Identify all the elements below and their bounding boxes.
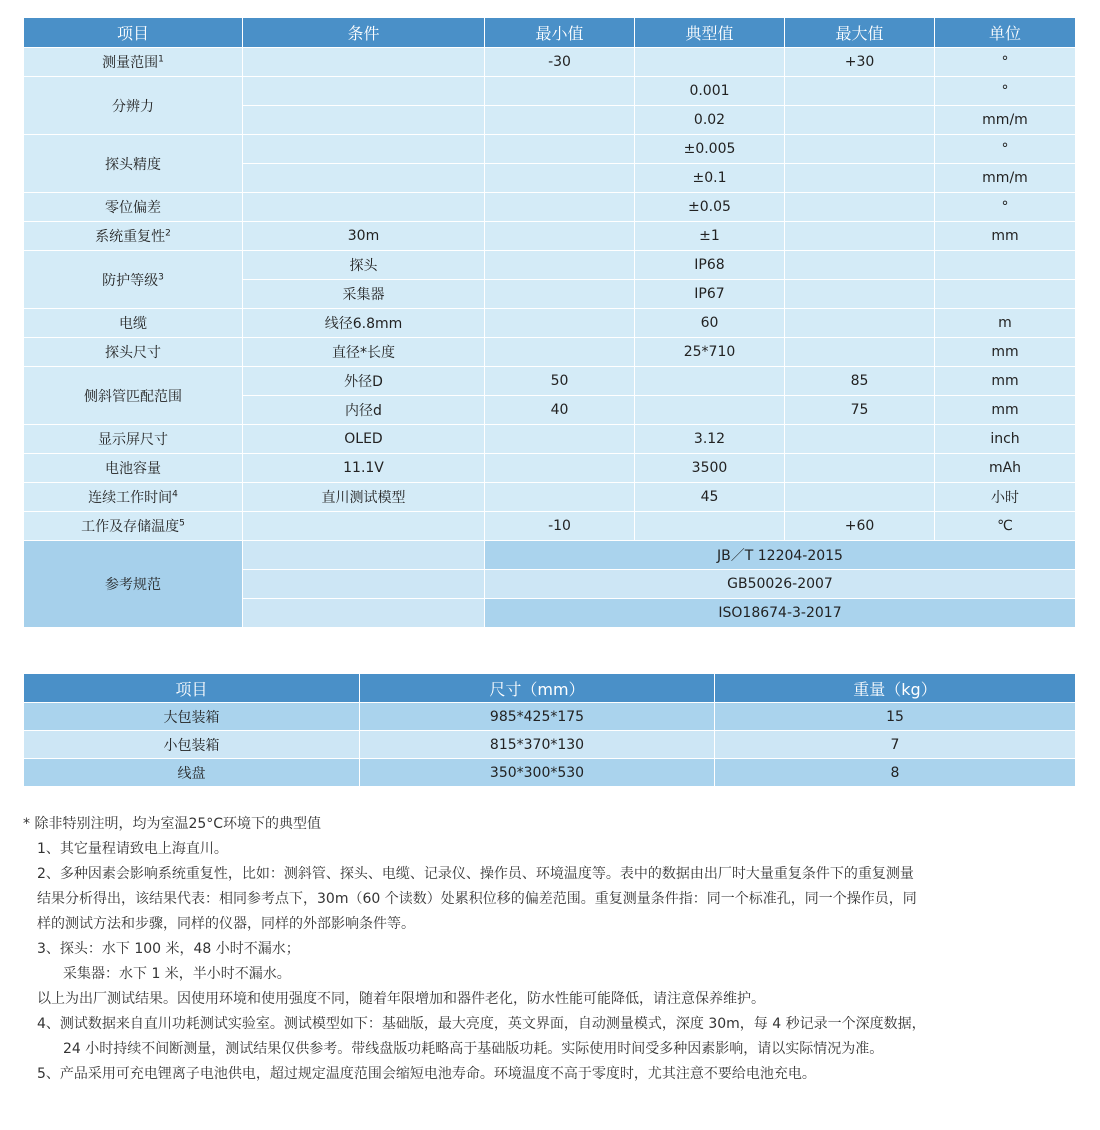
table-row — [24, 731, 1076, 759]
cell-item: 小包装箱 — [24, 731, 360, 759]
note-2-line-3: 样的测试方法和步骤，同样的仪器，同样的外部影响条件等。 — [37, 916, 415, 932]
cell-unit: mAh — [935, 454, 1076, 483]
cell-unit — [935, 251, 1076, 280]
cell-unit: mm — [935, 338, 1076, 367]
cell-max — [785, 135, 935, 164]
table-row — [24, 367, 1076, 396]
cell-weight: 15 — [715, 703, 1076, 731]
row-label: 参考规范 — [24, 541, 243, 628]
row-label: 防护等级$^3$ — [24, 251, 243, 309]
cell-max — [785, 338, 935, 367]
header-min: 最小值 — [485, 18, 635, 48]
row-label: 工作及存储温度$^5$ — [24, 512, 243, 541]
cell-max — [785, 280, 935, 309]
cell-max — [785, 425, 935, 454]
cell-unit: ° — [935, 193, 1076, 222]
header-unit: 单位 — [935, 18, 1076, 48]
cell-cond: 线径6.8mm — [243, 309, 485, 338]
note-3-line-1: 3、探头：水下 100 米，48 小时不漏水； — [37, 941, 300, 957]
cell-cond — [243, 106, 485, 135]
row-label: 连续工作时间$^4$ — [24, 483, 243, 512]
table-row — [24, 338, 1076, 367]
table-row — [24, 454, 1076, 483]
row-label: 测量范围$^1$ — [24, 48, 243, 77]
note-2-line-2: 结果分析得出，该结果代表：相同参考点下，30m（60 个读数）处累积位移的偏差范围。重复测量条件指：同一个标准孔，同一个操作员，同 — [37, 891, 917, 907]
cell-typ: IP67 — [635, 280, 785, 309]
header-item: 项目 — [24, 18, 243, 48]
cell-min: -10 — [485, 512, 635, 541]
cell-standard: GB50026-2007 — [485, 570, 1076, 599]
cell-cond — [243, 164, 485, 193]
cell-typ — [635, 396, 785, 425]
cell-typ: 60 — [635, 309, 785, 338]
note-3-line-2: 采集器：水下 1 米，半小时不漏水。 — [63, 966, 291, 982]
note-4-line-1: 4、测试数据来自直川功耗测试实验室。测试模型如下：基础版，最大亮度，英文界面，自动测量模式，深度 30m，每 4 秒记录一个深度数据， — [37, 1016, 926, 1032]
cell-cond — [243, 48, 485, 77]
cell-max — [785, 164, 935, 193]
table-row — [24, 425, 1076, 454]
cell-max — [785, 454, 935, 483]
cell-unit: ° — [935, 48, 1076, 77]
cell-typ: IP68 — [635, 251, 785, 280]
cell-unit: mm — [935, 367, 1076, 396]
cell-unit: mm — [935, 396, 1076, 425]
cell-typ: 25*710 — [635, 338, 785, 367]
cell-cond — [243, 599, 485, 628]
cell-unit — [935, 280, 1076, 309]
cell-unit: mm/m — [935, 164, 1076, 193]
cell-typ: ±0.1 — [635, 164, 785, 193]
cell-min — [485, 483, 635, 512]
cell-typ: 0.02 — [635, 106, 785, 135]
row-label: 电缆 — [24, 309, 243, 338]
row-label: 探头精度 — [24, 135, 243, 193]
header-weight: 重量（kg） — [715, 674, 1076, 703]
cell-typ: 0.001 — [635, 77, 785, 106]
cell-min — [485, 164, 635, 193]
cell-min: 40 — [485, 396, 635, 425]
cell-max: +60 — [785, 512, 935, 541]
cell-cond: 11.1V — [243, 454, 485, 483]
cell-typ: ±0.05 — [635, 193, 785, 222]
row-label: 分辨力 — [24, 77, 243, 135]
cell-max — [785, 106, 935, 135]
cell-min — [485, 338, 635, 367]
table-row — [24, 512, 1076, 541]
row-label: 显示屏尺寸 — [24, 425, 243, 454]
cell-size: 815*370*130 — [360, 731, 715, 759]
spec-header-row — [24, 18, 1076, 48]
cell-cond: 探头 — [243, 251, 485, 280]
cell-item: 线盘 — [24, 759, 360, 787]
cell-cond — [243, 193, 485, 222]
header-item: 项目 — [24, 674, 360, 703]
cell-unit: mm — [935, 222, 1076, 251]
cell-max: +30 — [785, 48, 935, 77]
cell-unit: ° — [935, 77, 1076, 106]
table-row — [24, 135, 1076, 164]
cell-min: 50 — [485, 367, 635, 396]
cell-typ — [635, 367, 785, 396]
cell-max — [785, 483, 935, 512]
cell-min — [485, 280, 635, 309]
table-row — [24, 251, 1076, 280]
table-row — [24, 77, 1076, 106]
cell-min — [485, 309, 635, 338]
cell-max: 85 — [785, 367, 935, 396]
note-1: 1、其它量程请致电上海直川。 — [37, 841, 228, 857]
cell-typ — [635, 48, 785, 77]
cell-unit: 小时 — [935, 483, 1076, 512]
cell-weight: 8 — [715, 759, 1076, 787]
row-label: 侧斜管匹配范围 — [24, 367, 243, 425]
table-row — [24, 703, 1076, 731]
cell-min — [485, 425, 635, 454]
table-row — [24, 309, 1076, 338]
cell-min — [485, 106, 635, 135]
notes-section — [23, 812, 1075, 1087]
table-row — [24, 759, 1076, 787]
cell-cond — [243, 77, 485, 106]
cell-max — [785, 251, 935, 280]
table-row — [24, 48, 1076, 77]
cell-typ: 3.12 — [635, 425, 785, 454]
cell-unit: m — [935, 309, 1076, 338]
cell-cond: 直径*长度 — [243, 338, 485, 367]
table-row — [24, 222, 1076, 251]
cell-cond: 外径D — [243, 367, 485, 396]
cell-max — [785, 193, 935, 222]
cell-cond: 直川测试模型 — [243, 483, 485, 512]
cell-standard: JB／T 12204-2015 — [485, 541, 1076, 570]
cell-typ: 45 — [635, 483, 785, 512]
table-row — [24, 193, 1076, 222]
table-row — [24, 541, 1076, 570]
header-max: 最大值 — [785, 18, 935, 48]
spec-table — [23, 17, 1076, 628]
packing-table — [23, 673, 1076, 787]
row-label: 系统重复性$^2$ — [24, 222, 243, 251]
cell-weight: 7 — [715, 731, 1076, 759]
cell-typ — [635, 512, 785, 541]
note-2-line-1: 2、多种因素会影响系统重复性，比如：测斜管、探头、电缆、记录仪、操作员、环境温度等。表中的数据由出厂时大量重复条件下的重复测量 — [37, 866, 914, 882]
cell-cond — [243, 570, 485, 599]
cell-unit: ° — [935, 135, 1076, 164]
cell-min — [485, 222, 635, 251]
cell-cond: 采集器 — [243, 280, 485, 309]
note-star: * 除非特别注明，均为室温25°C环境下的典型值 — [23, 816, 322, 832]
packing-header-row — [24, 674, 1076, 703]
cell-min — [485, 77, 635, 106]
cell-cond: 30m — [243, 222, 485, 251]
cell-min — [485, 193, 635, 222]
cell-min — [485, 251, 635, 280]
cell-min — [485, 454, 635, 483]
cell-cond: OLED — [243, 425, 485, 454]
cell-typ: ±0.005 — [635, 135, 785, 164]
cell-cond — [243, 512, 485, 541]
cell-standard: ISO18674-3-2017 — [485, 599, 1076, 628]
cell-cond — [243, 541, 485, 570]
row-label: 零位偏差 — [24, 193, 243, 222]
note-5: 5、产品采用可充电锂离子电池供电，超过规定温度范围会缩短电池寿命。环境温度不高于零度时，尤其注意不要给电池充电。 — [37, 1066, 816, 1082]
cell-item: 大包装箱 — [24, 703, 360, 731]
cell-size: 350*300*530 — [360, 759, 715, 787]
note-4-line-2: 24 小时持续不间断测量，测试结果仅供参考。带线盘版功耗略高于基础版功耗。实际使用时间受多种因素影响，请以实际情况为准。 — [63, 1041, 884, 1057]
cell-max — [785, 309, 935, 338]
table-row — [24, 483, 1076, 512]
header-size: 尺寸（mm） — [360, 674, 715, 703]
cell-min — [485, 135, 635, 164]
header-typ: 典型值 — [635, 18, 785, 48]
cell-size: 985*425*175 — [360, 703, 715, 731]
header-condition: 条件 — [243, 18, 485, 48]
cell-typ: ±1 — [635, 222, 785, 251]
cell-max: 75 — [785, 396, 935, 425]
cell-unit: ℃ — [935, 512, 1076, 541]
cell-typ: 3500 — [635, 454, 785, 483]
cell-unit: inch — [935, 425, 1076, 454]
row-label: 探头尺寸 — [24, 338, 243, 367]
cell-unit: mm/m — [935, 106, 1076, 135]
cell-cond: 内径d — [243, 396, 485, 425]
row-label: 电池容量 — [24, 454, 243, 483]
cell-min: -30 — [485, 48, 635, 77]
cell-max — [785, 77, 935, 106]
cell-cond — [243, 135, 485, 164]
cell-max — [785, 222, 935, 251]
note-3-line-3: 以上为出厂测试结果。因使用环境和使用强度不同，随着年限增加和器件老化，防水性能可能降低，请注意保养维护。 — [37, 991, 765, 1007]
